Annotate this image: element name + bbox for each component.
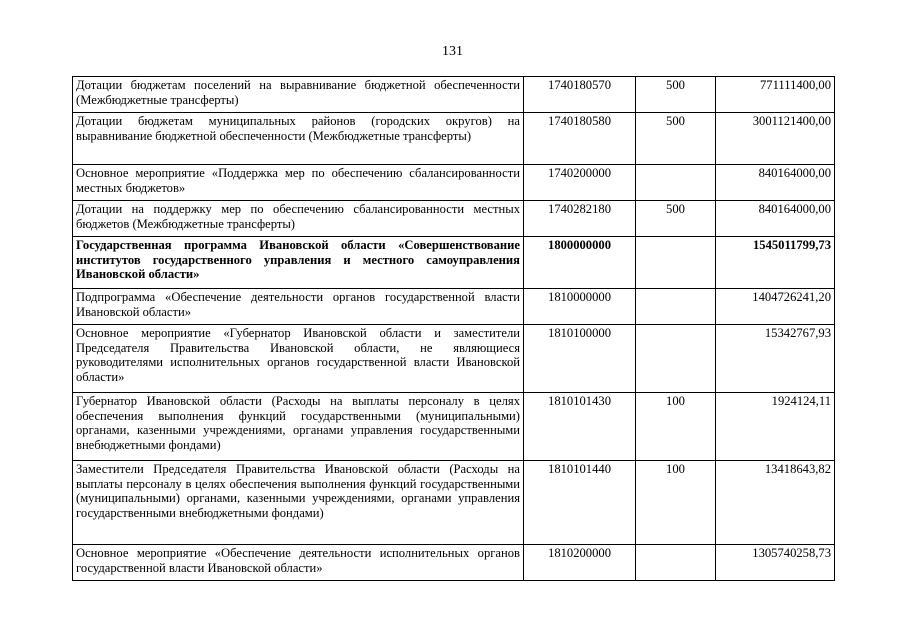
- row-expense-type: 500: [636, 113, 716, 165]
- row-code: 1740180580: [524, 113, 636, 165]
- row-expense-type: 100: [636, 393, 716, 461]
- row-name: Заместители Председателя Правительства Ивановской области (Расходы на выплаты персоналу в целях обеспечения выполнения функций государственными (муниципальными) органами, казенными учреждениями, органами управления государственными внебюджетными фондами): [73, 461, 524, 545]
- row-expense-type: [636, 545, 716, 581]
- row-code: 1740200000: [524, 165, 636, 201]
- row-code: 1810100000: [524, 325, 636, 393]
- row-code: 1810101430: [524, 393, 636, 461]
- table-row: [73, 545, 835, 581]
- row-name: Дотации на поддержку мер по обеспечению сбалансированности местных бюджетов (Межбюджетные трансферты): [73, 201, 524, 237]
- table-row: [73, 113, 835, 165]
- row-expense-type: [636, 237, 716, 289]
- table-row: [73, 237, 835, 289]
- row-amount: 1924124,11: [716, 393, 835, 461]
- row-name: Подпрограмма «Обеспечение деятельности органов государственной власти Ивановской области»: [73, 289, 524, 325]
- row-amount: 13418643,82: [716, 461, 835, 545]
- row-code: 1800000000: [524, 237, 636, 289]
- row-name: Основное мероприятие «Поддержка мер по обеспечению сбалансированности местных бюджетов»: [73, 165, 524, 201]
- row-code: 1740180570: [524, 77, 636, 113]
- row-amount: 771111400,00: [716, 77, 835, 113]
- row-name: Губернатор Ивановской области (Расходы на выплаты персоналу в целях обеспечения выполнения функций государственными (муниципальными) органами, казенными учреждениями, органами управления государственными внебюджетными фондами): [73, 393, 524, 461]
- table-row: [73, 325, 835, 393]
- page-number: 131: [442, 44, 463, 59]
- table-row: [73, 461, 835, 545]
- row-amount: 1305740258,73: [716, 545, 835, 581]
- row-name: Дотации бюджетам муниципальных районов (городских округов) на выравнивание бюджетной обеспеченности (Межбюджетные трансферты): [73, 113, 524, 165]
- row-code: 1810200000: [524, 545, 636, 581]
- table-row: [73, 201, 835, 237]
- row-expense-type: [636, 289, 716, 325]
- row-name: Государственная программа Ивановской области «Совершенствование институтов государственного управления и местного самоуправления Ивановской области»: [73, 237, 524, 289]
- row-amount: 1404726241,20: [716, 289, 835, 325]
- budget-table: [72, 76, 835, 581]
- row-code: 1810101440: [524, 461, 636, 545]
- row-name: Дотации бюджетам поселений на выравнивание бюджетной обеспеченности (Межбюджетные трансферты): [73, 77, 524, 113]
- row-code: 1810000000: [524, 289, 636, 325]
- row-expense-type: [636, 165, 716, 201]
- row-expense-type: [636, 325, 716, 393]
- table-row: [73, 393, 835, 461]
- row-expense-type: 100: [636, 461, 716, 545]
- row-expense-type: 500: [636, 77, 716, 113]
- row-name: Основное мероприятие «Губернатор Ивановской области и заместители Председателя Правительства Ивановской области, не являющиеся руководителями исполнительных органов государственной власти Ивановской области»: [73, 325, 524, 393]
- row-name: Основное мероприятие «Обеспечение деятельности исполнительных органов государственной власти Ивановской области»: [73, 545, 524, 581]
- row-amount: 15342767,93: [716, 325, 835, 393]
- row-amount: 840164000,00: [716, 201, 835, 237]
- row-code: 1740282180: [524, 201, 636, 237]
- row-expense-type: 500: [636, 201, 716, 237]
- table-row: [73, 165, 835, 201]
- row-amount: 3001121400,00: [716, 113, 835, 165]
- table-row: [73, 289, 835, 325]
- row-amount: 840164000,00: [716, 165, 835, 201]
- row-amount: 1545011799,73: [716, 237, 835, 289]
- table-row: [73, 77, 835, 113]
